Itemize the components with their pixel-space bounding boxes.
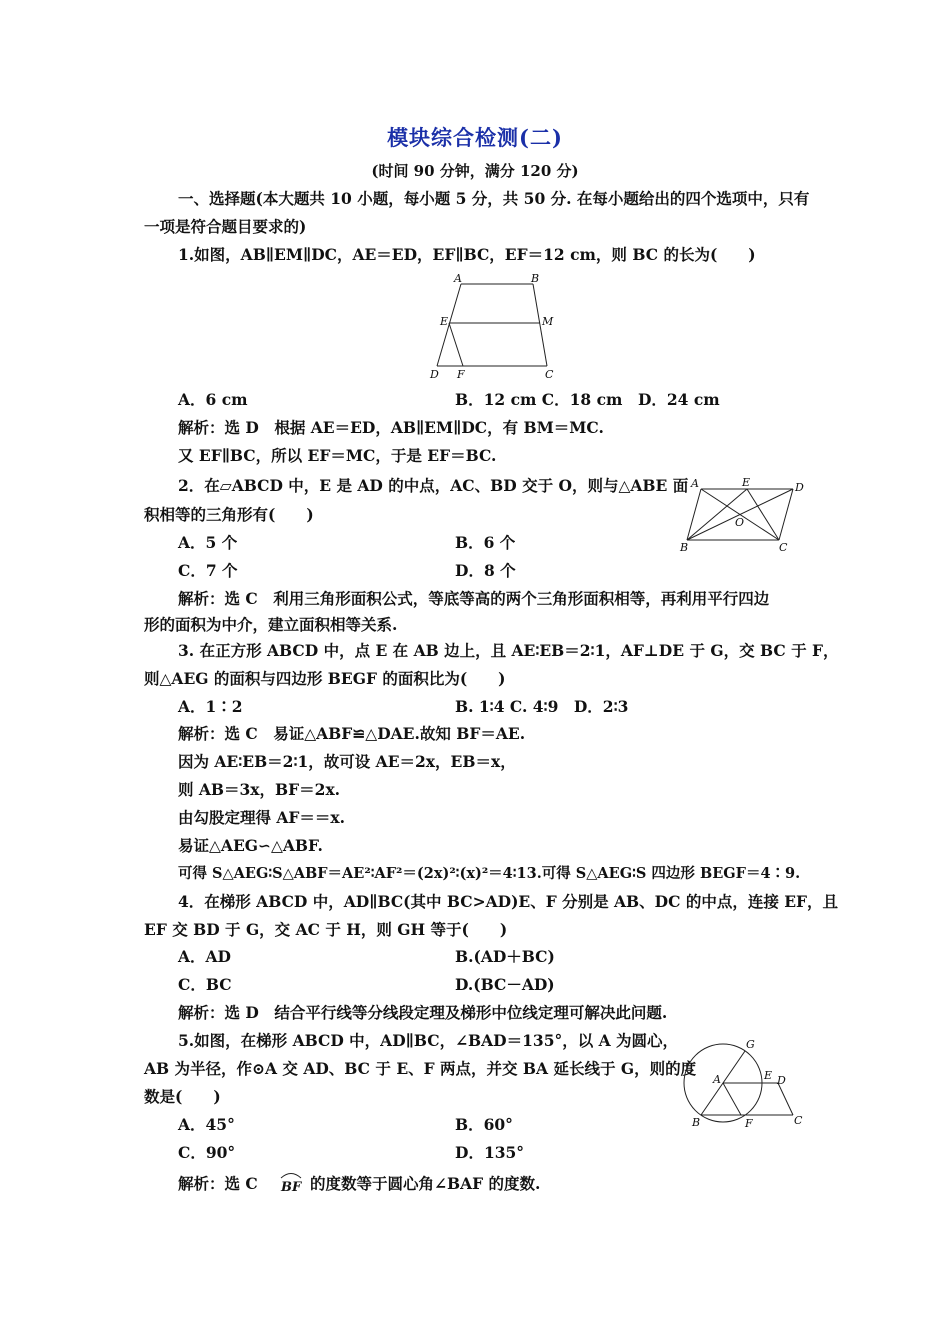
q4-option-d: D.(BC－AD): [455, 975, 555, 994]
q3-solution-line6: 可得 S△AEG∶S△ABF＝AE²∶AF²＝(2x)²∶(x)²＝4∶13.可得 S△AEG∶S 四边形 BEGF＝4∶9.: [178, 865, 801, 882]
q4-option-c: C．BC: [178, 975, 232, 994]
q2-line-ab: [687, 489, 701, 540]
q1-option-a: A．6 cm: [178, 390, 248, 409]
q5-label-c: C: [794, 1114, 803, 1127]
q4-solution-line1: 解析：选 D 结合平行线等分线段定理及梯形中位线定理可解决此问题.: [178, 1003, 668, 1022]
q2-label-o: O: [735, 516, 745, 529]
q1-label-c: C: [545, 368, 554, 381]
q1-label-e: E: [440, 315, 449, 328]
page-title: 模块综合检测(二): [387, 125, 563, 150]
q1-options-bcd: B．12 cm C．18 cm D．24 cm: [455, 390, 720, 409]
q5-line-dc: [778, 1083, 793, 1115]
q1-figure: [425, 270, 565, 386]
q2-option-a: A．5 个: [178, 533, 238, 552]
q5-stem-line3: 数是( ): [144, 1087, 221, 1106]
q1-solution-line2: 又 EF∥BC，所以 EF＝MC，于是 EF＝BC.: [178, 446, 497, 465]
q2-figure: [675, 474, 810, 556]
q5-label-d: D: [777, 1074, 786, 1087]
section1-heading-line2: 一项是符合题目要求的): [144, 217, 307, 236]
q5-label-a: A: [713, 1073, 721, 1086]
q2-solution-line1: 解析：选 C 利用三角形面积公式，等底等高的两个三角形面积相等，再利用平行四边: [178, 589, 770, 608]
q3-solution-line3: 则 AB＝3x，BF＝2x.: [178, 780, 341, 799]
q2-label-e: E: [742, 476, 751, 489]
q2-line-dc: [779, 489, 793, 540]
section1-heading-line1: 一、选择题(本大题共 10 小题，每小题 5 分，共 50 分. 在每小题给出的四个选项中，只有: [178, 189, 810, 208]
q3-stem-line2: 则△AEG 的面积与四边形 BEGF 的面积比为( ): [144, 669, 506, 688]
q1-label-b: B: [531, 272, 540, 285]
q1-solution-line1: 解析：选 D 根据 AE＝ED，AB∥EM∥DC，有 BM＝MC.: [178, 418, 604, 437]
q5-option-d: D．135°: [455, 1143, 525, 1162]
q1-label-a: A: [454, 272, 462, 285]
q5-stem-line1: 5.如图，在梯形 ABCD 中，AD∥BC，∠BAD＝135°，以 A 为圆心，: [178, 1031, 679, 1050]
q1-label-d: D: [430, 368, 439, 381]
q5-label-e: E: [764, 1069, 773, 1082]
q5-option-a: A．45°: [178, 1115, 235, 1134]
q3-options-bcd: B. 1∶4 C. 4∶9 D．2∶3: [455, 697, 629, 716]
q2-option-d: D．8 个: [455, 561, 516, 580]
q5-line-af: [723, 1083, 741, 1115]
q5-option-c: C．90°: [178, 1143, 236, 1162]
q3-solution-line1: 解析：选 C 易证△ABF≌△DAE.故知 BF＝AE.: [178, 724, 526, 743]
q5-label-b: B: [692, 1116, 701, 1129]
q3-option-a: A．1∶2: [178, 697, 243, 716]
q3-solution-line2: 因为 AE∶EB＝2∶1，故可设 AE＝2x，EB＝x，: [178, 752, 516, 771]
q4-option-b: B.(AD＋BC): [455, 947, 555, 966]
page-subtitle: (时间 90 分钟，满分 120 分): [371, 162, 579, 180]
q5-stem-line2: AB 为半径，作⊙A 交 AD、BC 于 E、F 两点，并交 BA 延长线于 G，则的度: [144, 1059, 697, 1078]
q5-solution-rest: 的度数等于圆心角∠BAF 的度数.: [310, 1174, 541, 1193]
q2-option-c: C．7 个: [178, 561, 238, 580]
q5-solution-arc-label: BF: [281, 1180, 302, 1195]
q1-line-ef: [449, 323, 463, 366]
q2-label-a: A: [691, 477, 699, 490]
q1-label-m: M: [542, 315, 554, 328]
q5-solution-prefix: 解析：选 C: [178, 1174, 258, 1193]
q3-solution-line4: 由勾股定理得 AF＝＝x.: [178, 808, 346, 827]
q1-label-f: F: [457, 368, 465, 381]
q5-figure: [675, 1036, 810, 1134]
q5-label-g: G: [746, 1038, 755, 1051]
q5-label-f: F: [745, 1117, 753, 1130]
q4-stem-line2: EF 交 BD 于 G，交 AC 于 H，则 GH 等于( ): [144, 920, 508, 939]
q2-stem-line2: 积相等的三角形有( ): [144, 505, 314, 524]
q1-stem: 1.如图，AB∥EM∥DC，AE＝ED，EF∥BC，EF＝12 cm，则 BC 的长为( ): [178, 245, 756, 264]
q2-line-bd: [687, 489, 793, 540]
q2-line-be: [687, 489, 747, 540]
q3-stem-line1: 3. 在正方形 ABCD 中，点 E 在 AB 边上，且 AE∶EB＝2∶1，AF⊥DE 于 G，交 BC 于 F，: [178, 641, 839, 660]
q4-option-a: A．AD: [178, 947, 231, 966]
q2-label-b: B: [680, 541, 689, 554]
q5-option-b: B．60°: [455, 1115, 513, 1134]
q2-stem-line1: 2．在▱ABCD 中，E 是 AD 的中点，AC、BD 交于 O，则与△ABE 面: [178, 476, 689, 495]
q3-solution-line5: 易证△AEG∽△ABF.: [178, 836, 323, 855]
q2-line-ec: [747, 489, 779, 540]
q4-stem-line1: 4．在梯形 ABCD 中，AD∥BC(其中 BC>AD)E、F 分别是 AB、DC 的中点，连接 EF，且: [178, 892, 839, 911]
q2-solution-line2: 形的面积为中介，建立面积相等关系.: [144, 615, 398, 634]
q2-label-d: D: [795, 481, 804, 494]
arc-symbol-icon: [278, 1168, 304, 1180]
q2-label-c: C: [779, 541, 788, 554]
q2-option-b: B．6 个: [455, 533, 516, 552]
